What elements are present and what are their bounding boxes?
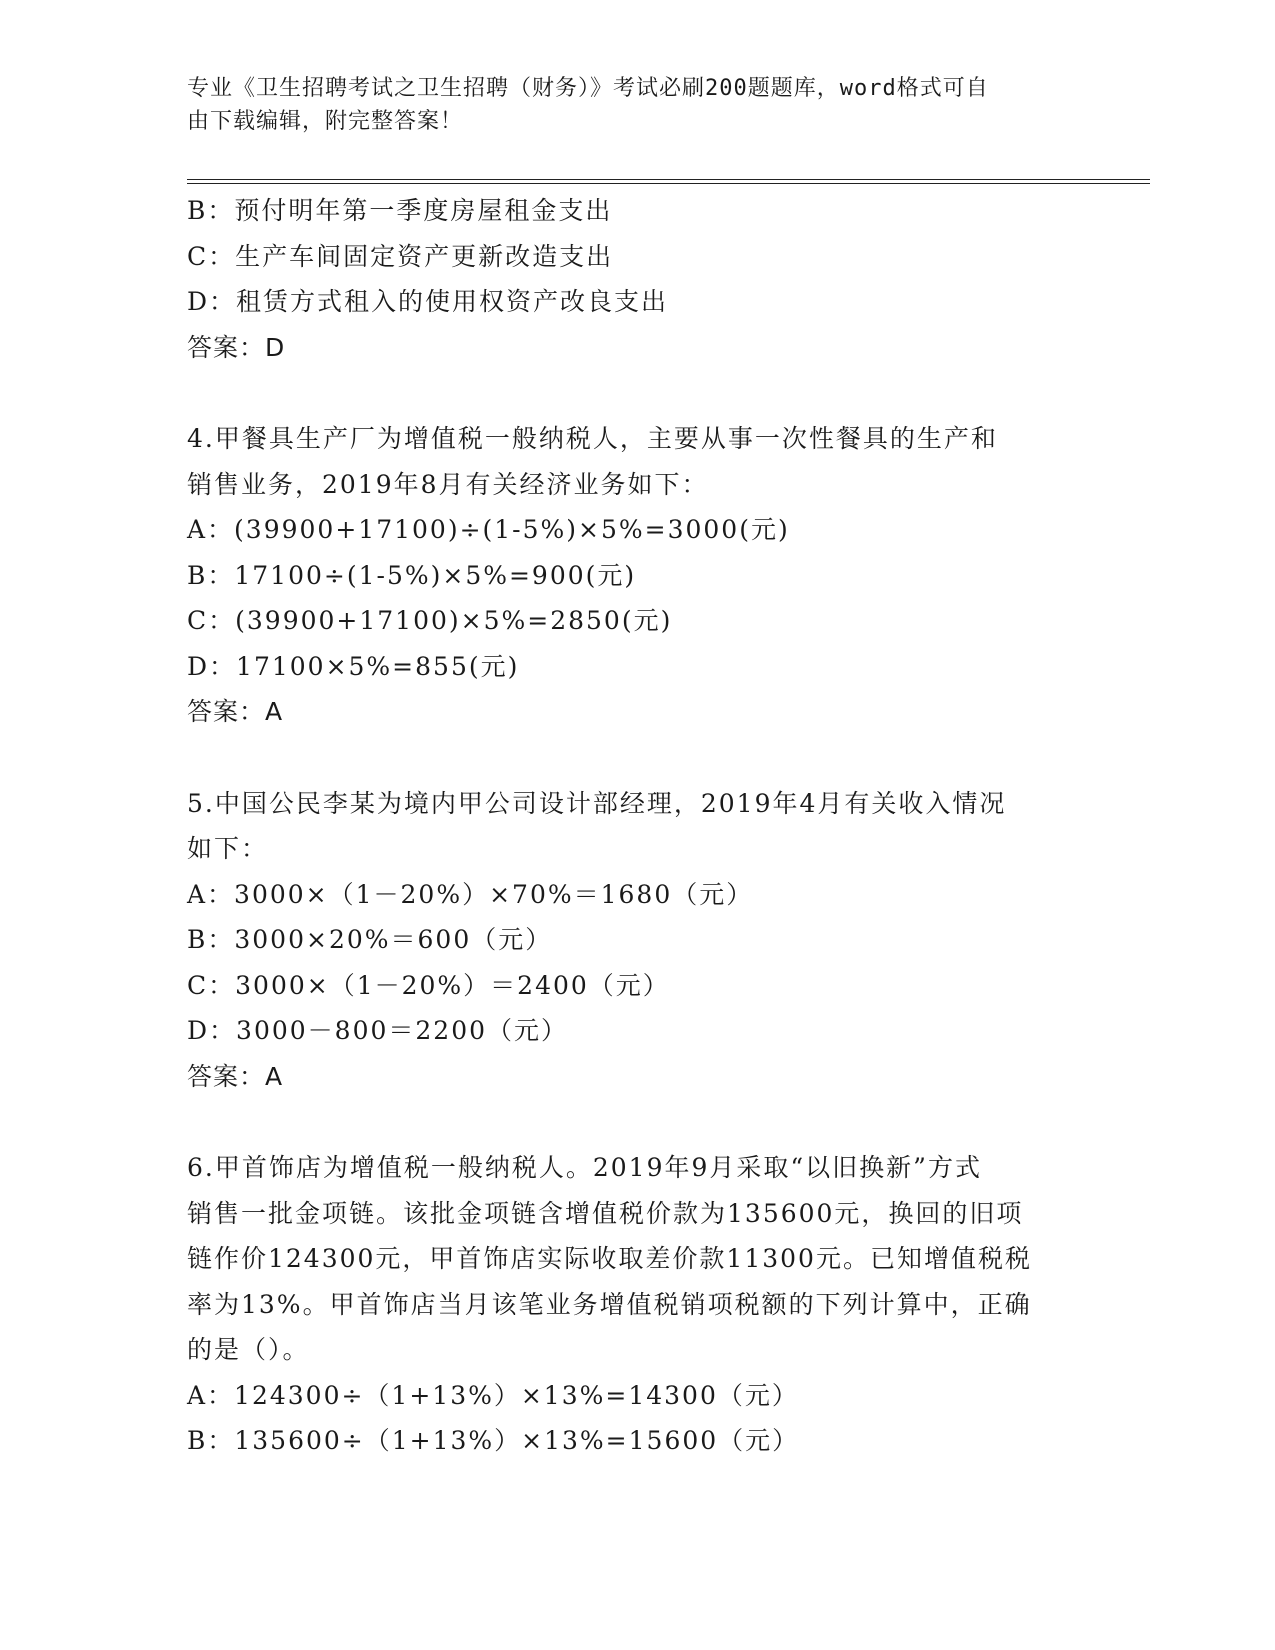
option-d: D：3000－800＝2200（元）: [187, 1016, 569, 1045]
question-stem-line: 5.中国公民李某为境内甲公司设计部经理，2019年4月有关收入情况: [187, 788, 1007, 818]
option-c: C：(39900+17100)×5%=2850(元): [187, 606, 673, 635]
question-3: [187, 188, 1087, 370]
option-d: D：17100×5%=855(元): [187, 651, 520, 681]
question-stem-line: 如下：: [187, 834, 269, 863]
header-divider-top: [187, 179, 1150, 180]
question-stem-line: 4.甲餐具生产厂为增值税一般纳税人，主要从事一次性餐具的生产和: [187, 424, 998, 453]
question-stem-line: 6.甲首饰店为增值税一般纳税人。2019年9月采取“以旧换新”方式: [187, 1153, 982, 1182]
question-content: [187, 188, 1087, 1464]
spacer: [187, 370, 1087, 416]
option-a: A：124300÷（1+13%）×13%=14300（元）: [187, 1380, 799, 1410]
question-stem-line: 销售业务，2019年8月有关经济业务如下：: [187, 469, 709, 499]
option-b: B：预付明年第一季度房屋租金支出: [187, 196, 613, 225]
question-4: [187, 416, 1087, 735]
option-b: B：3000×20%＝600（元）: [187, 925, 553, 954]
question-stem-line: 链作价124300元，甲首饰店实际收取差价款11300元。已知增值税税: [187, 1244, 1032, 1273]
question-5: [187, 781, 1087, 1100]
option-d: D：租赁方式租入的使用权资产改良支出: [187, 287, 669, 316]
header-divider-bottom: [187, 183, 1150, 184]
answer-line: 答案：D: [187, 332, 286, 362]
question-stem-line: 销售一批金项链。该批金项链含增值税价款为135600元，换回的旧项: [187, 1198, 1024, 1228]
answer-line: 答案：A: [187, 1061, 284, 1091]
question-stem-line: 率为13%。甲首饰店当月该笔业务增值税销项税额的下列计算中，正确: [187, 1289, 1032, 1319]
option-b: B：135600÷（1+13%）×13%=15600（元）: [187, 1426, 800, 1455]
spacer: [187, 735, 1087, 781]
question-6: [187, 1145, 1087, 1464]
option-b: B：17100÷(1-5%)×5%=900(元): [187, 560, 637, 590]
option-c: C：3000×（1－20%）＝2400（元）: [187, 970, 670, 1000]
header-line-1: 专业《卫生招聘考试之卫生招聘（财务）》考试必刷200题题库，word格式可自: [187, 76, 989, 101]
spacer: [187, 1099, 1087, 1145]
page-header: [187, 72, 1067, 138]
question-stem-line: 的是（）。: [187, 1335, 310, 1364]
option-a: A：(39900+17100)÷(1-5%)×5%=3000(元): [187, 515, 790, 544]
answer-line: 答案：A: [187, 697, 284, 726]
option-a: A：3000×（1－20%）×70%＝1680（元）: [187, 879, 754, 909]
header-line-2: 由下载编辑，附完整答案！: [187, 109, 464, 134]
option-c: C：生产车间固定资产更新改造支出: [187, 241, 614, 271]
